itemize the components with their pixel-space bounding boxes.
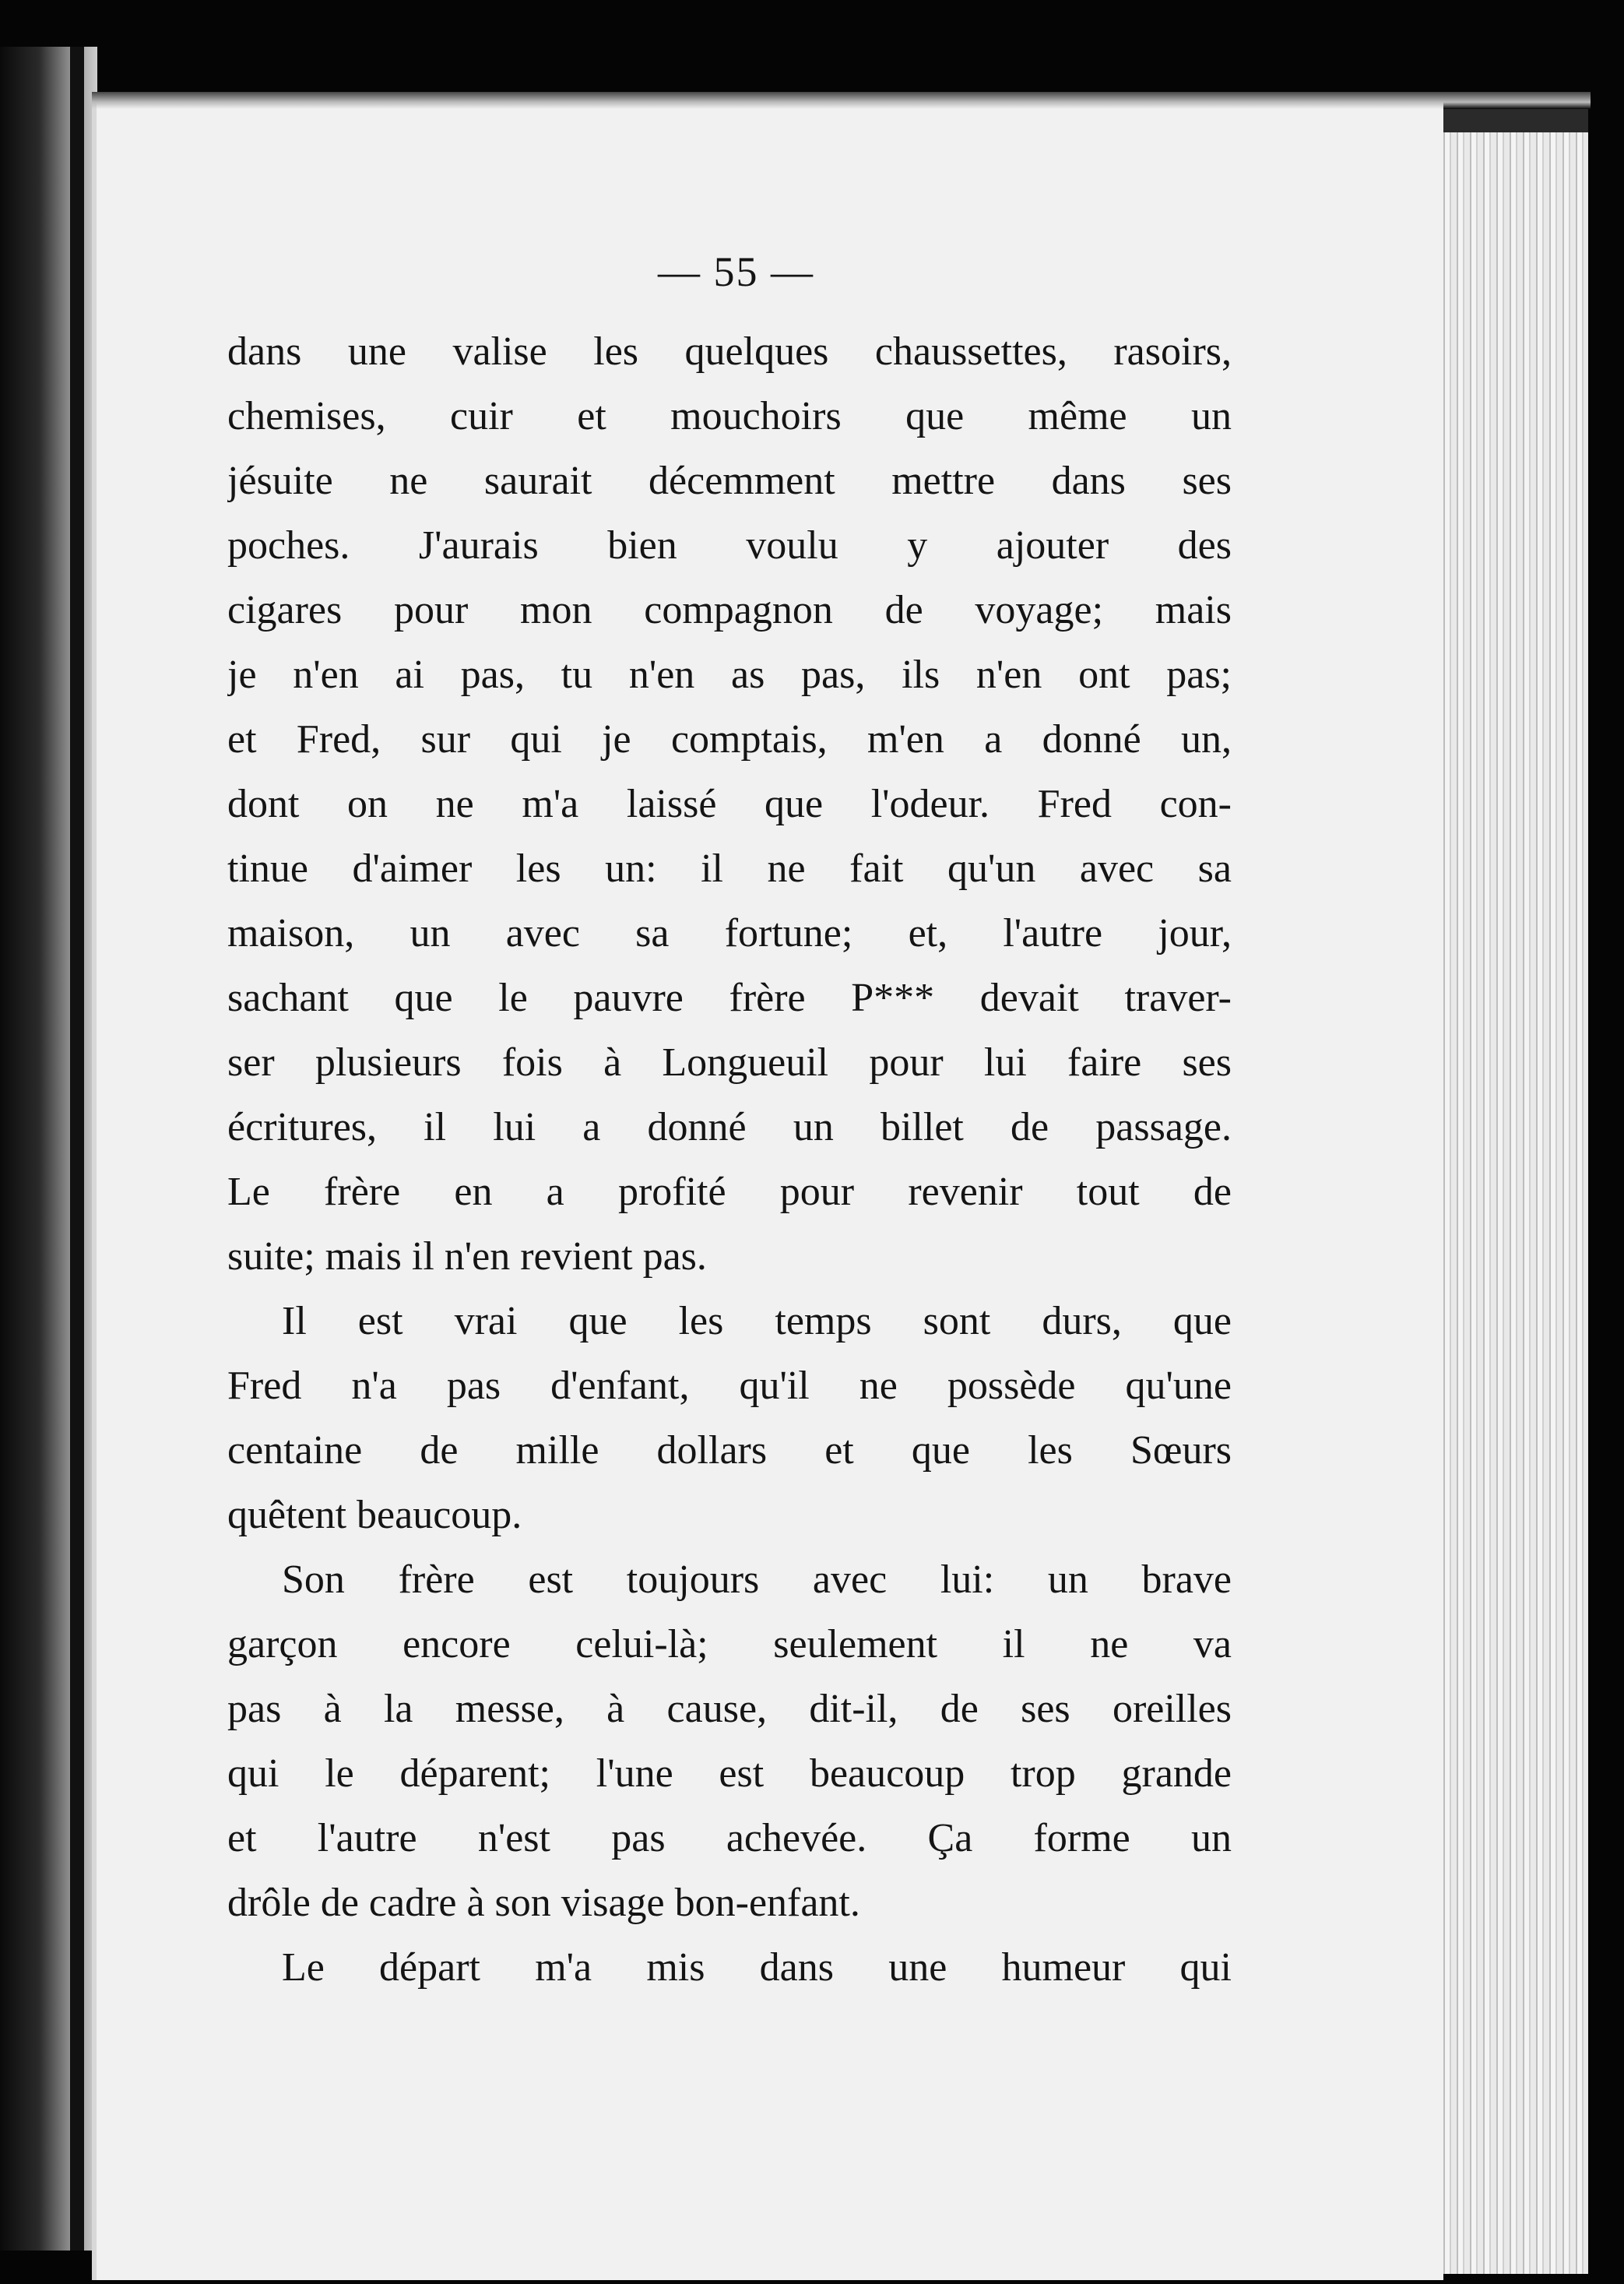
text-line: Son frère est toujours avec lui: un brave [282, 1557, 1232, 1602]
page-number: — 55 — [658, 248, 814, 295]
text-line: chemises, cuir et mouchoirs que même un [227, 394, 1232, 438]
body-text [227, 319, 1232, 2000]
text-line: je n'en ai pas, tu n'en as pas, ils n'en ont pas; [227, 653, 1232, 697]
text-line: dont on ne m'a laissé que l'odeur. Fred con- [227, 782, 1232, 826]
text-line: ser plusieurs fois à Longueuil pour lui faire ses [227, 1040, 1232, 1085]
text-line: dans une valise les quelques chaussettes, rasoirs, [227, 329, 1232, 374]
text-line: suite; mais il n'en revient pas. [227, 1234, 707, 1279]
text-line: poches. J'aurais bien voulu y ajouter des [227, 523, 1232, 568]
text-line: écritures, il lui a donné un billet de passage. [227, 1105, 1232, 1149]
text-line: Le départ m'a mis dans une humeur qui [282, 1945, 1232, 1990]
text-line: et l'autre n'est pas achevée. Ça forme un [227, 1816, 1232, 1860]
text-line: Fred n'a pas d'enfant, qu'il ne possède qu'une [227, 1364, 1232, 1408]
text-line: qui le déparent; l'une est beaucoup trop grande [227, 1751, 1232, 1796]
text-line: pas à la messe, à cause, dit-il, de ses oreilles [227, 1687, 1232, 1731]
text-line: tinue d'aimer les un: il ne fait qu'un avec sa [227, 846, 1232, 891]
text-line: quêtent beaucoup. [227, 1493, 522, 1537]
book-binding [0, 47, 97, 2251]
paragraph [227, 1935, 1232, 2000]
text-line: garçon encore celui-là; seulement il ne va [227, 1622, 1232, 1666]
paragraph [227, 1289, 1232, 1547]
paragraph [227, 1547, 1232, 1935]
text-line: maison, un avec sa fortune; et, l'autre jour, [227, 911, 1232, 955]
text-line: drôle de cadre à son visage bon-enfant. [227, 1881, 860, 1925]
text-line: centaine de mille dollars et que les Sœurs [227, 1428, 1232, 1473]
paragraph [227, 319, 1232, 1289]
text-line: Le frère en a profité pour revenir tout de [227, 1170, 1232, 1214]
text-line: cigares pour mon compagnon de voyage; mais [227, 588, 1232, 632]
page-top-shadow [92, 92, 1591, 109]
text-line: Il est vrai que les temps sont durs, que [282, 1299, 1232, 1343]
page-edges [1425, 109, 1588, 2274]
text-line: jésuite ne saurait décemment mettre dans ses [227, 459, 1232, 503]
text-line: et Fred, sur qui je comptais, m'en a donné un, [227, 717, 1232, 762]
text-line: sachant que le pauvre frère P*** devait traver- [227, 976, 1232, 1020]
